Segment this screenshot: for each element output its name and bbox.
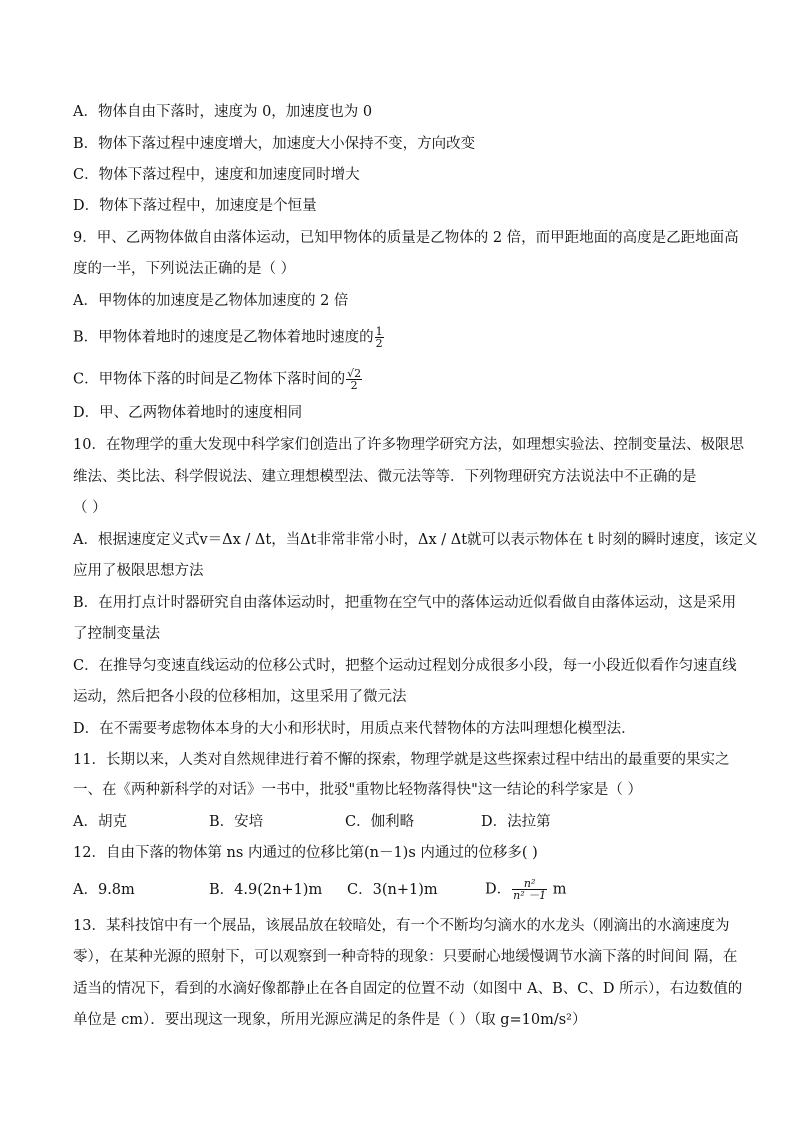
q8-option-b: B．物体下落过程中速度增大，加速度大小保持不变，方向改变: [73, 136, 476, 152]
q9-option-b: [73, 326, 385, 349]
q10-option-c-line-2: 运动，然后把各小段的位移相加，这里采用了微元法: [73, 689, 407, 705]
q13-stem-line-2: 零），在某种光源的照射下，可以观察到一种奇特的现象：只要耐心地缓慢调节水滴下落的时间间 隔，在: [73, 949, 738, 965]
q10-option-b-line-1: B．在用打点计时器研究自由落体运动时，把重物在空气中的落体运动近似看做自由落体运动，这是采用: [73, 595, 737, 611]
q8-option-a: A．物体自由下落时，速度为 0，加速度也为 0: [73, 104, 373, 120]
q12-option-a: A．9.8m: [73, 881, 135, 898]
q8-option-d: D．物体下落过程中，加速度是个恒量: [73, 198, 317, 214]
q11-option-a: A．胡克: [73, 814, 127, 830]
q13-stem-line-3: 适当的情况下，看到的水滴好像都静止在各自固定的位置不动（如图中 A、B、C、D 所示），右边数值的: [73, 981, 743, 997]
q10-option-a-line-2: 应用了极限思想方法: [73, 563, 204, 579]
fraction-numerator: 1: [375, 325, 383, 338]
fraction-denominator: n² －1: [513, 889, 547, 902]
q12-option-d: [485, 878, 567, 901]
q8-option-c: C．物体下落过程中，速度和加速度同时增大: [73, 167, 360, 183]
fraction-denominator: 2: [350, 379, 358, 392]
q9-option-c-fraction: [346, 368, 362, 391]
q12-options: [73, 878, 567, 901]
q10-stem-line-1: 10．在物理学的重大发现中科学家们创造出了许多物理学研究方法，如理想实验法、控制变量法、极限思: [73, 437, 744, 453]
q10-stem-line-2: 维法、类比法、科学假说法、建立理想模型法、微元法等等．下列物理研究方法说法中不正确的是: [73, 469, 697, 485]
q11-option-c: C．伽利略: [345, 814, 415, 830]
q9-option-c-text: C．甲物体下落的时间是乙物体下落时间的: [73, 371, 346, 388]
q12-stem: 12．自由下落的物体第 ns 内通过的位移比第(n－1)s 内通过的位移多( ): [73, 845, 538, 861]
q11-options: [73, 812, 551, 832]
q11-stem-line-1: 11．长期以来，人类对自然规律进行着不懈的探索，物理学就是这些探索过程中结出的最重要的果实之: [73, 752, 730, 768]
q9-stem-line-1: 9．甲、乙两物体做自由落体运动，已知甲物体的质量是乙物体的 2 倍，而甲距地面的高度是乙距地面高: [73, 230, 739, 246]
fraction-denominator: 2: [375, 337, 383, 350]
q9-option-a: A．甲物体的加速度是乙物体加速度的 2 倍: [73, 293, 349, 309]
q13-stem-line-4: 单位是 cm）．要出现这一现象，所用光源应满足的条件是（ ）（取 g=10m/s²）: [73, 1012, 587, 1028]
q12-option-b: B．4.9(2n+1)m: [209, 881, 323, 898]
q11-stem-line-2: 一、在《两种新科学的对话》一书中，批驳"重物比轻物落得快"这一结论的科学家是（ ）: [73, 782, 642, 798]
q10-option-d: D．在不需要考虑物体本身的大小和形状时，用质点来代替物体的方法叫理想化模型法．: [73, 721, 636, 737]
q11-option-d: D．法拉第: [481, 814, 551, 830]
q10-option-c-line-1: C．在推导匀变速直线运动的位移公式时，把整个运动过程划分成很多小段，每一小段近似看作匀速直线: [73, 658, 737, 674]
q9-stem-line-2: 度的一半，下列说法正确的是（ ）: [73, 261, 296, 277]
q9-option-d: D．甲、乙两物体着地时的速度相同: [73, 405, 303, 421]
q9-option-b-text: B．甲物体着地时的速度是乙物体着地时速度的: [73, 329, 374, 346]
fraction-numerator: √2: [347, 367, 362, 380]
q9-option-b-fraction: [375, 326, 384, 349]
q12-option-d-prefix: D．: [485, 881, 512, 898]
q10-stem-line-3: （ ）: [73, 500, 107, 516]
q11-option-b: B．安培: [209, 814, 264, 830]
q10-option-a-line-1: A．根据速度定义式v＝Δx / Δt，当Δt非常非常小时，Δx / Δt就可以表示物体在 t 时刻的瞬时速度，该定义: [73, 532, 758, 548]
fraction-numerator: n²: [512, 878, 547, 890]
q9-option-c: [73, 368, 363, 391]
q12-option-d-fraction: [512, 878, 547, 901]
q12-option-c: C．3(n+1)m: [347, 881, 438, 898]
q13-stem-line-1: 13．某科技馆中有一个展品，该展品放在较暗处，有一个不断均匀滴水的水龙头（刚滴出的水滴速度为: [73, 918, 730, 934]
q10-option-b-line-2: 了控制变量法: [73, 626, 160, 642]
q12-option-d-unit: m: [552, 881, 567, 898]
